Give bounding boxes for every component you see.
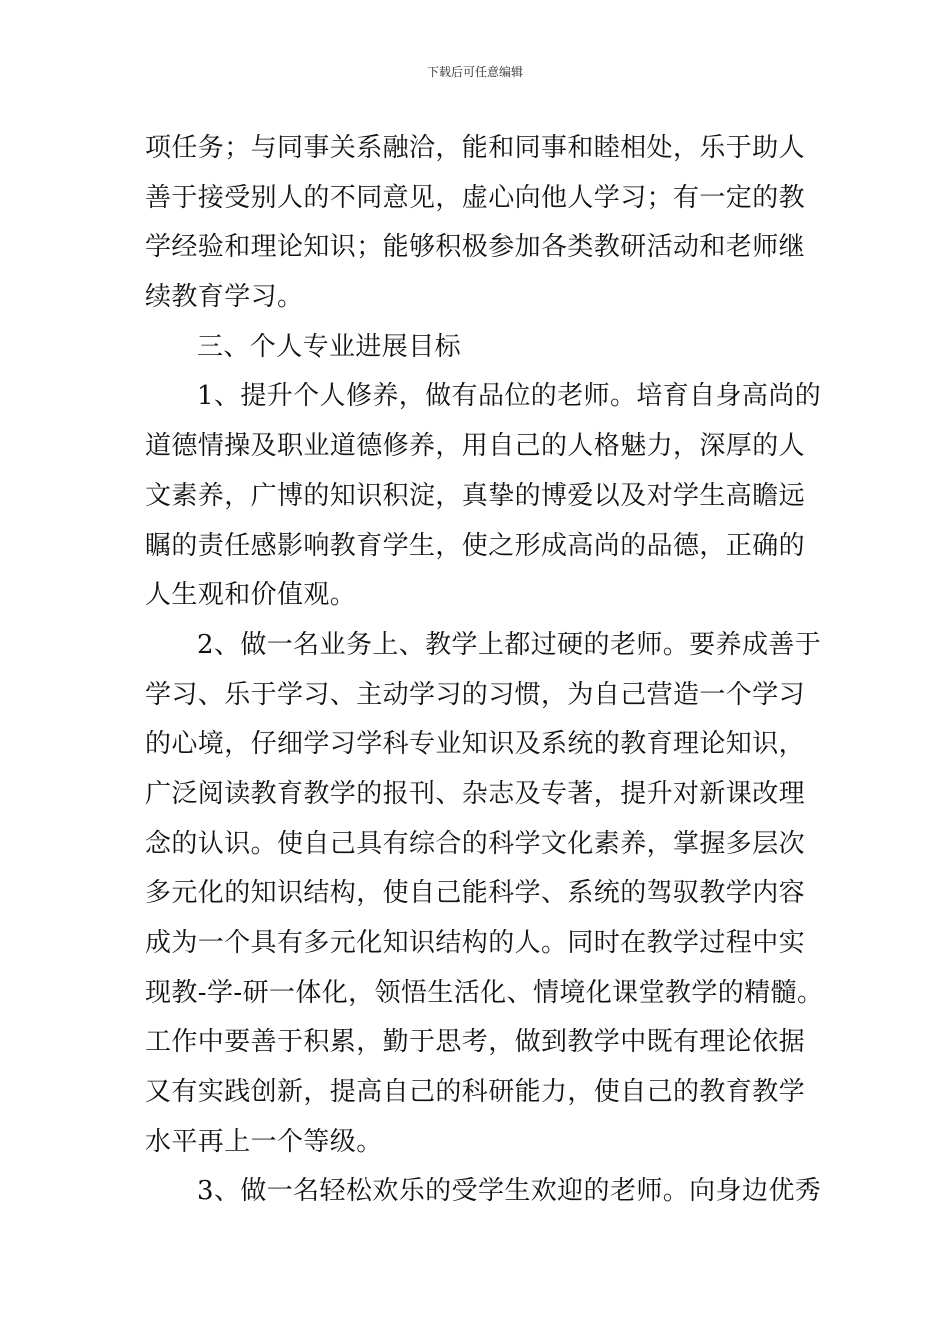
- text-line: 项任务；与同事关系融洽，能和同事和睦相处，乐于助人: [145, 133, 806, 163]
- text-line: 又有实践创新，提高自己的科研能力，使自己的教育教学: [145, 1077, 806, 1108]
- text-line: 念的认识。使自己具有综合的科学文化素养，掌握多层次: [145, 828, 806, 859]
- text-line: 善于接受别人的不同意见，虚心向他人学习；有一定的教: [145, 182, 806, 213]
- text-line: 道德情操及职业道德修养，用自己的人格魅力，深厚的人: [145, 431, 806, 462]
- text-line: 多元化的知识结构，使自己能科学、系统的驾驭教学内容: [145, 878, 806, 909]
- text-line: 三、个人专业进展目标: [197, 331, 462, 362]
- page-header: 下载后可任意编辑: [426, 65, 523, 79]
- text-line: 学习、乐于学习、主动学习的习惯，为自己营造一个学习: [145, 679, 806, 710]
- text-line: 2、做一名业务上、教学上都过硬的老师。要养成善于: [197, 629, 822, 660]
- text-line: 瞩的责任感影响教育学生，使之形成高尚的品德，正确的: [145, 530, 806, 561]
- body-text: [145, 124, 825, 1217]
- text-line: 成为一个具有多元化知识结构的人。同时在教学过程中实: [145, 928, 806, 958]
- text-line: 续教育学习。: [145, 282, 304, 313]
- text-line: 3、做一名轻松欢乐的受学生欢迎的老师。向身边优秀: [197, 1176, 822, 1207]
- text-line: 广泛阅读教育教学的报刊、杂志及专著，提升对新课改理: [145, 778, 806, 809]
- text-line: 文素养，广博的知识积淀，真挚的博爱以及对学生高瞻远: [145, 480, 806, 511]
- text-line: 水平再上一个等级。: [145, 1126, 383, 1157]
- text-line: 1、提升个人修养，做有品位的老师。培育自身高尚的: [197, 381, 822, 412]
- text-line: 现教-学-研一体化，领悟生活化、情境化课堂教学的精髓。: [145, 977, 824, 1008]
- text-line: 的心境，仔细学习学科专业知识及系统的教育理论知识，: [145, 729, 806, 760]
- text-line: 学经验和理论知识；能够积极参加各类教研活动和老师继: [145, 232, 806, 263]
- text-line: 工作中要善于积累，勤于思考，做到教学中既有理论依据: [145, 1027, 806, 1058]
- text-line: 人生观和价值观。: [145, 580, 357, 611]
